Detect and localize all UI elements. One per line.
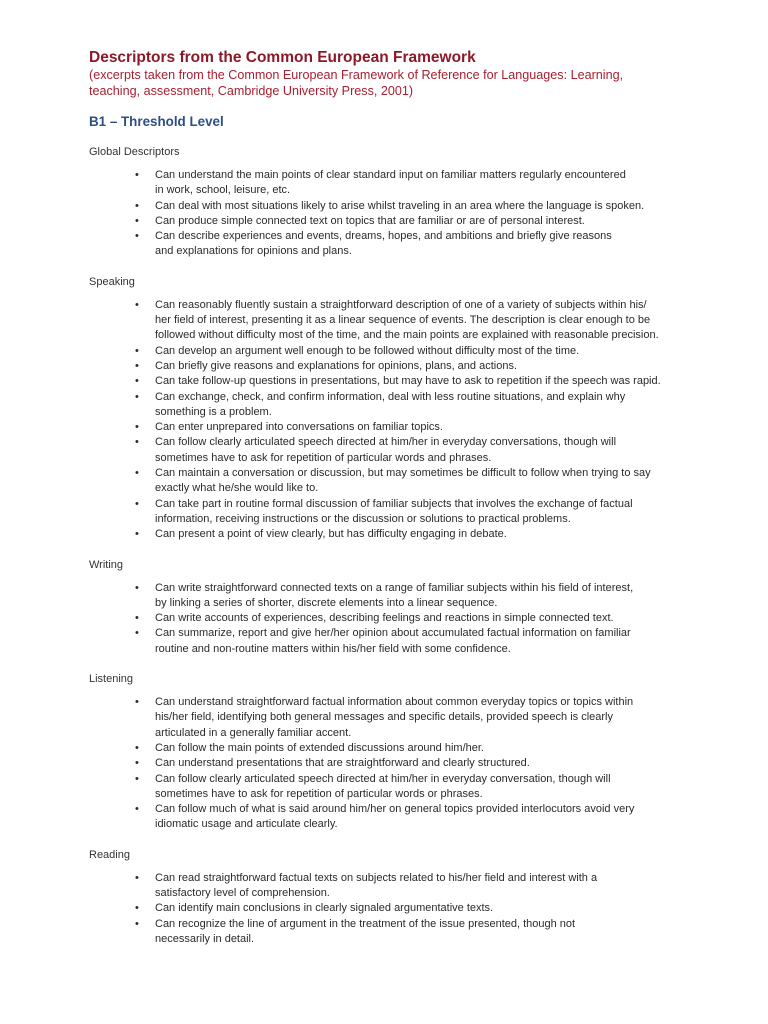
- bullet-icon: •: [135, 467, 139, 480]
- bullet-icon: •: [135, 375, 139, 388]
- bullet-icon: •: [135, 757, 139, 770]
- section-heading-speaking: Speaking: [89, 275, 135, 288]
- list-item: [89, 359, 689, 374]
- list-item-text: Can understand the main points of clear standard input on familiar matters regularly encountered in work, school, leisure, etc.: [155, 169, 626, 197]
- list-item: [89, 611, 689, 626]
- bullet-icon: •: [135, 199, 139, 212]
- level-heading: B1 – Threshold Level: [89, 114, 224, 129]
- section-heading-writing: Writing: [89, 558, 124, 571]
- document-subtitle-line-2: teaching, assessment, Cambridge University Press, 2001): [89, 84, 414, 98]
- list-item: [89, 199, 689, 214]
- bullet-list-writing: [89, 581, 689, 657]
- list-item: [89, 390, 689, 421]
- bullet-icon: •: [135, 359, 139, 372]
- bullet-icon: •: [135, 390, 139, 403]
- section-heading-reading: Reading: [89, 848, 130, 861]
- bullet-list-global-descriptors: [89, 168, 689, 260]
- list-item-text: Can briefly give reasons and explanations for opinions, plans, and actions.: [155, 359, 518, 372]
- list-item-text: Can enter unprepared into conversations on familiar topics.: [155, 421, 443, 434]
- list-item: [89, 802, 689, 833]
- list-item-text: Can take follow-up questions in presentations, but may have to ask to repetition if the speech was rapid.: [155, 375, 661, 388]
- list-item: [89, 626, 689, 657]
- list-item-text: Can write accounts of experiences, describing feelings and reactions in simple connected text.: [155, 612, 614, 625]
- list-item-text: Can read straightforward factual texts on subjects related to his/her field and interest with a satisfactory level of comprehension.: [155, 871, 598, 899]
- bullet-icon: •: [135, 436, 139, 449]
- list-item: [89, 435, 689, 466]
- bullet-icon: •: [135, 230, 139, 243]
- list-item: [89, 581, 689, 612]
- section-heading-global-descriptors: Global Descriptors: [89, 146, 180, 158]
- bullet-icon: •: [135, 344, 139, 357]
- list-item-text: Can follow the main points of extended discussions around him/her.: [155, 741, 484, 754]
- bullet-icon: •: [135, 169, 139, 181]
- list-item: [89, 917, 689, 948]
- list-item: [89, 344, 689, 359]
- list-item: [89, 214, 689, 229]
- bullet-icon: •: [135, 803, 139, 816]
- list-item-text: Can deal with most situations likely to arise whilst traveling in an area where the language is spoken.: [155, 199, 645, 212]
- list-item-text: Can understand straightforward factual information about common everyday topics or topics within his/her field, identifying both general messages and specific details, provided speech is clearly articulated in a generally familiar accent.: [155, 696, 634, 739]
- bullet-icon: •: [135, 298, 139, 311]
- list-item-text: Can understand presentations that are straightforward and clearly structured.: [155, 757, 530, 770]
- bullet-list-reading: [89, 871, 689, 947]
- list-item: [89, 772, 689, 803]
- bullet-icon: •: [135, 741, 139, 754]
- list-item: [89, 695, 689, 741]
- list-item: [89, 168, 689, 199]
- bullet-icon: •: [135, 627, 139, 640]
- list-item-text: Can write straightforward connected texts on a range of familiar subjects within his field of interest, by linking a series of shorter, discrete elements into a linear sequence.: [155, 581, 634, 609]
- bullet-icon: •: [135, 696, 139, 709]
- bullet-icon: •: [135, 528, 139, 541]
- list-item: [89, 871, 689, 902]
- list-item-text: Can summarize, report and give her/her opinion about accumulated factual information on familiar routine and non-routine matters within his/her field with some confidence.: [155, 627, 631, 655]
- bullet-icon: •: [135, 421, 139, 434]
- document-subtitle-line-1: (excerpts taken from the Common European Framework of Reference for Languages: Learning,: [89, 68, 624, 82]
- document-page: [89, 48, 689, 947]
- list-item: [89, 229, 689, 260]
- list-item: [89, 756, 689, 771]
- bullet-icon: •: [135, 772, 139, 785]
- list-item-text: Can develop an argument well enough to be followed without difficulty most of the time.: [155, 344, 580, 357]
- bullet-icon: •: [135, 917, 139, 930]
- list-item: [89, 420, 689, 435]
- bullet-icon: •: [135, 581, 139, 594]
- bullet-icon: •: [135, 497, 139, 510]
- list-item: [89, 374, 689, 389]
- list-item-text: Can take part in routine formal discussion of familiar subjects that involves the exchange of factual information, receiving instructions or the discussion or solutions to practical problems.: [155, 497, 633, 525]
- list-item: [89, 466, 689, 497]
- list-item: [89, 741, 689, 756]
- bullet-icon: •: [135, 612, 139, 625]
- bullet-icon: •: [135, 214, 139, 227]
- list-item-text: Can recognize the line of argument in the treatment of the issue presented, though not necessarily in detail.: [155, 917, 576, 945]
- list-item-text: Can reasonably fluently sustain a straightforward description of one of a variety of subjects within his/ her field of interest, presenting it as a linear sequence of events. The description is clear enough to be followed without difficulty most of the time, and the main points are explained with reasonable precision.: [155, 298, 659, 342]
- list-item-text: Can describe experiences and events, dreams, hopes, and ambitions and briefly give reasons and explanations for opinions and plans.: [155, 230, 612, 258]
- section-heading-listening: Listening: [89, 673, 134, 686]
- bullet-icon: •: [135, 902, 139, 915]
- list-item-text: Can produce simple connected text on topics that are familiar or are of personal interest.: [155, 214, 585, 227]
- list-item: [89, 298, 689, 344]
- list-item-text: Can follow much of what is said around him/her on general topics provided interlocutors avoid very idiomatic usage and articulate clearly.: [155, 803, 635, 831]
- bullet-list-listening: [89, 695, 689, 833]
- list-item-text: Can identify main conclusions in clearly signaled argumentative texts.: [155, 902, 494, 915]
- list-item: [89, 497, 689, 528]
- bullet-icon: •: [135, 871, 139, 884]
- list-item-text: Can exchange, check, and confirm information, deal with less routine situations, and explain why something is a problem.: [155, 390, 626, 418]
- sections-container: [89, 144, 689, 947]
- list-item: [89, 527, 689, 542]
- list-item-text: Can present a point of view clearly, but has difficulty engaging in debate.: [155, 528, 507, 541]
- bullet-list-speaking: [89, 298, 689, 543]
- list-item-text: Can follow clearly articulated speech directed at him/her in everyday conversations, though will sometimes have to ask for repetition of particular words and phrases.: [155, 436, 617, 464]
- list-item: [89, 901, 689, 916]
- list-item-text: Can follow clearly articulated speech directed at him/her in everyday conversation, though will sometimes have to ask for repetition of particular words or phrases.: [155, 772, 611, 800]
- document-title: Descriptors from the Common European Framework: [89, 49, 476, 66]
- list-item-text: Can maintain a conversation or discussion, but may sometimes be difficult to follow when trying to say exactly what he/she would like to.: [155, 467, 651, 495]
